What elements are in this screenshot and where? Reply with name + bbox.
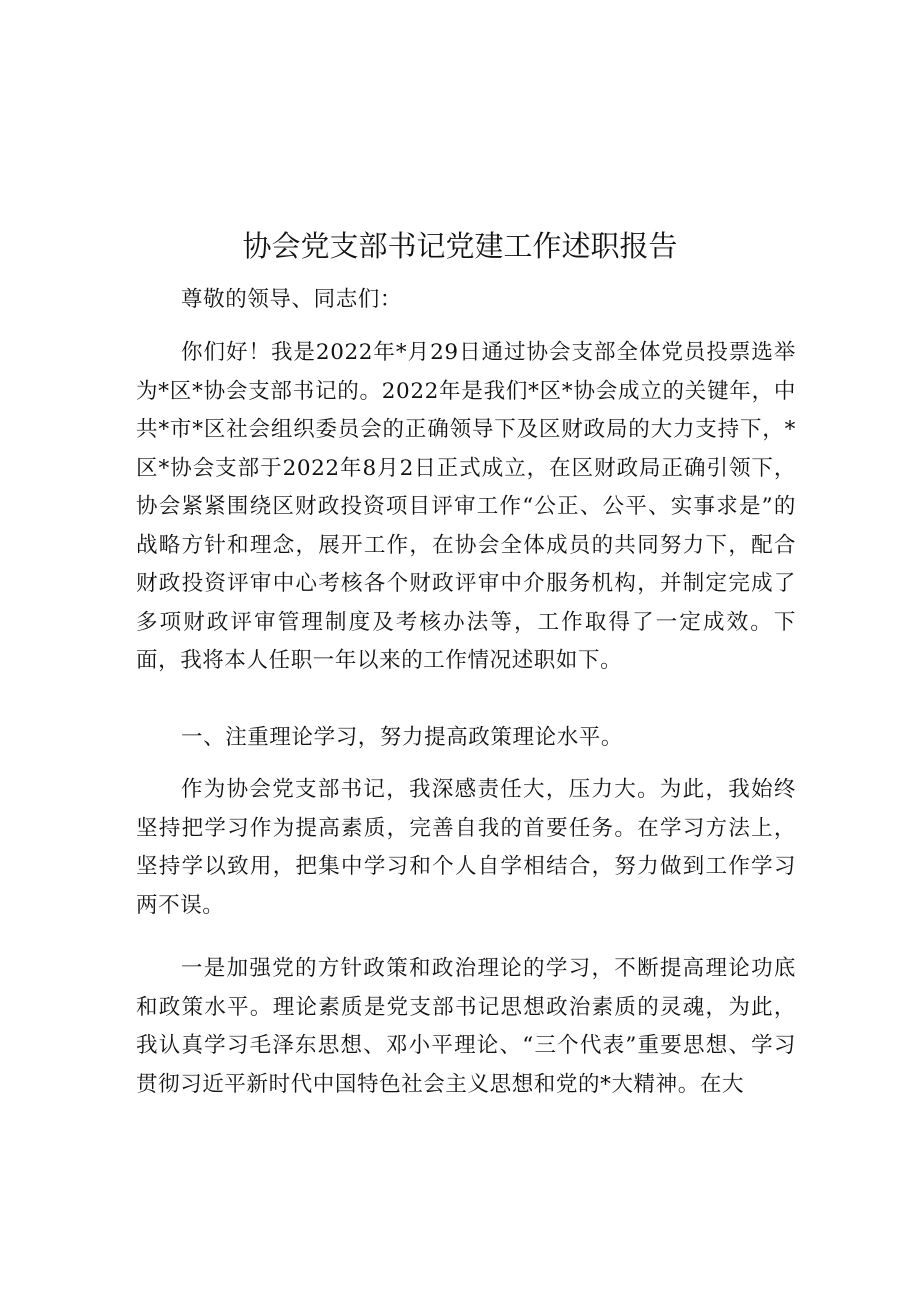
body-paragraph-2: 一是加强党的方针政策和政治理论的学习，不断提高理论功底和政策水平。理论素质是党支部书记思想政治素质的灵魂，为此，我认真学习毛泽东思想、邓小平理论、“三个代表”重要思想、学习贯彻习近平新时代中国特色社会主义思想和党的*大精神。在大 xyxy=(136,956,796,1097)
intro-paragraph: 你们好！我是2022年*月29日通过协会支部全体党员投票选举为*区*协会支部书记的。2022年是我们*区*协会成立的关键年，中共*市*区社会组织委员会的正确领导下及区财政局的大力支持下，*区*协会支部于2022年8月2日正式成立，在区财政局正确引领下，协会紧紧围绕区财政投资项目评审工作“公正、公平、实事求是”的战略方针和理念，展开工作，在协会全体成员的共同努力下，配合财政投资评审中心考核各个财政评审中介服务机构，并制定完成了多项财政评审管理制度及考核办法等，工作取得了一定成效。下面，我将本人任职一年以来的工作情况述职如下。 xyxy=(136,340,796,673)
body-paragraph-1: 作为协会党支部书记，我深感责任大，压力大。为此，我始终坚持把学习作为提高素质，完善自我的首要任务。在学习方法上，坚持学以致用，把集中学习和个人自学相结合，努力做到工作学习两不误。 xyxy=(136,777,796,918)
greeting-paragraph: 尊敬的领导、同志们： xyxy=(181,287,403,312)
section-heading-1: 一、注重理论学习，努力提高政策理论水平。 xyxy=(181,725,624,750)
document-title: 协会党支部书记党建工作述职报告 xyxy=(242,229,678,263)
